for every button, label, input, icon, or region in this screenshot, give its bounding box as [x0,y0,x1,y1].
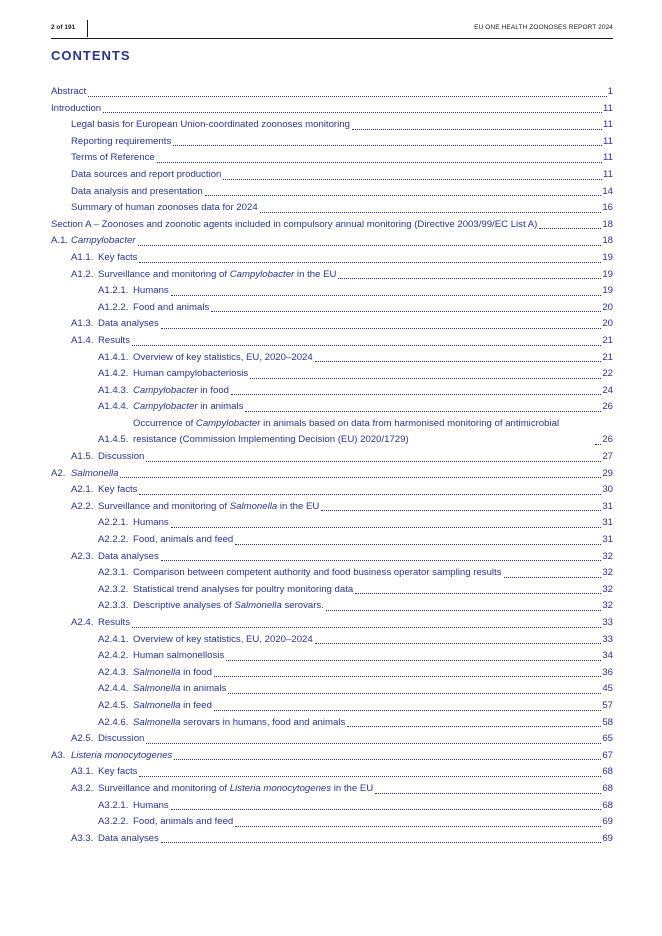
toc-entry-title [133,532,233,549]
dot-leader [132,345,601,346]
toc-page-number: 68 [602,766,613,778]
toc-entry[interactable] [51,466,613,483]
toc-page-number: 27 [602,451,613,463]
dot-leader [321,510,601,511]
toc-entry-title [98,482,137,499]
toc-page-number: 33 [602,633,613,645]
toc-entry-title [98,333,130,350]
toc-entry-number: A.1. [51,235,69,247]
toc-entry[interactable] [51,648,613,665]
toc-page-number: 34 [602,650,613,662]
dot-leader [214,676,601,677]
dot-leader [171,295,602,296]
toc-title-italic: Salmonella [71,467,119,479]
dot-leader [315,643,602,644]
toc-title-italic: Salmonella [234,600,282,612]
toc-entry-title [71,150,155,167]
toc-entry[interactable] [51,399,613,416]
toc-title-text: Overview of key statistics, EU, 2020–2024 [133,351,313,363]
toc-entry[interactable] [51,300,613,317]
toc-title-suffix: in the EU [331,782,374,794]
toc-entry-title [133,350,313,367]
toc-entry-title [98,831,159,848]
toc-entry[interactable] [51,217,613,234]
toc-entry-title [98,615,130,632]
toc-title-text: Occurrence of [133,417,196,429]
page-header [51,20,613,39]
toc-entry-title [71,167,221,184]
toc-title-text: Food and animals [133,301,210,313]
toc-page-number: 32 [602,600,613,612]
toc-entry-title [133,648,224,665]
toc-entry[interactable] [51,582,613,599]
toc-entry[interactable] [51,316,613,333]
toc-entry-title [133,715,345,732]
toc-entry[interactable] [51,283,613,300]
dot-leader [315,361,602,362]
toc-entry-title [133,698,212,715]
toc-entry-title [98,449,144,466]
dot-leader [338,278,601,279]
toc-entry-title [71,134,171,151]
toc-title-suffix: in feed [180,699,212,711]
toc-page-number: 20 [602,301,613,313]
toc-entry-title [71,233,136,250]
dot-leader [235,826,601,827]
toc-page-number: 1 [607,86,613,97]
toc-title-text: Humans [133,799,169,811]
toc-title-text: Results [98,334,130,346]
toc-title-suffix: in the EU [294,268,337,280]
toc-title-italic: Salmonella [133,666,181,678]
toc-title-text: Abstract [51,86,87,97]
toc-entry-number: A1.2. [71,268,94,280]
dot-leader [250,378,601,379]
dot-leader [375,793,601,794]
toc-page-number: 29 [602,467,613,479]
toc-title-text: Key facts [98,251,138,263]
toc-entry-number: A2.2. [71,500,94,512]
toc-entry-number: A2.3.2. [98,583,129,595]
toc-page-number: 65 [602,733,613,745]
toc-entry-title [133,632,313,649]
dot-leader [347,726,601,727]
toc-entry[interactable] [51,84,613,101]
toc-title-italic: Campylobacter [229,268,295,280]
dot-leader [226,660,601,661]
toc-entry[interactable] [51,798,613,815]
toc-page-number: 21 [602,334,613,346]
toc-title-italic: Salmonella [133,699,181,711]
dot-leader [157,162,602,163]
report-title: EU ONE HEALTH ZOONOSES REPORT 2024 [474,24,613,31]
toc-entry[interactable] [51,366,613,383]
toc-entry-title [71,466,118,483]
toc-entry-number: A2.4.2. [98,650,129,662]
toc-title-italic: Listeria monocytogenes [71,749,173,761]
toc-entry[interactable] [51,250,613,267]
toc-entry[interactable] [51,764,613,781]
dot-leader [88,96,606,97]
toc-entry[interactable] [51,565,613,582]
toc-entry-number: A2. [51,467,66,479]
toc-entry-title [133,383,229,400]
toc-entry[interactable] [51,814,613,831]
toc-title-text: Section A – Zoonoses and zoonotic agents included in compulsory annual monitoring (Directive 2003/99/EC List A) [51,218,538,230]
toc-entry[interactable] [51,499,613,516]
toc-title-text: Human salmonellosis [133,650,225,662]
toc-entry-number: A2.4.1. [98,633,129,645]
toc-entry-title [133,565,502,582]
toc-title-text: Summary of human zoonoses data for 2024 [71,202,258,214]
toc-entry[interactable] [51,598,613,615]
toc-title-italic: Salmonella [133,716,181,728]
toc-entry-number: A2.1. [71,484,94,496]
dot-leader [146,743,601,744]
dot-leader [139,262,601,263]
toc-entry-title [133,681,226,698]
toc-entry-title [98,549,159,566]
dot-leader [539,228,601,229]
toc-title-suffix: in the EU [277,500,320,512]
toc-title-text: Data analyses [98,318,159,330]
toc-title-text: Statistical trend analyses for poultry monitoring data [133,583,354,595]
toc-entry-number: A2.5. [71,733,94,745]
toc-entry-title [98,316,159,333]
dot-leader [352,129,602,130]
toc-page-number: 32 [602,583,613,595]
toc-entry-number: A2.2.1. [98,517,129,529]
toc-entry-title [98,499,319,516]
toc-entry-number: A3.2.1. [98,799,129,811]
toc-page-number: 31 [602,534,613,546]
toc-entry[interactable] [51,267,613,284]
dot-leader [214,710,601,711]
toc-page-number: 31 [602,517,613,529]
toc-page-number: 45 [602,683,613,695]
toc-entry-title [133,798,169,815]
toc-entry-title [133,665,212,682]
toc-page-number: 24 [602,384,613,396]
dot-leader [146,461,601,462]
dot-leader [161,328,602,329]
toc-entry-number: A3.1. [71,766,94,778]
toc-title-text: Food, animals and feed [133,534,234,546]
dot-leader [205,195,602,196]
toc-page-number: 18 [602,235,613,247]
toc-page-number: 57 [602,699,613,711]
toc-entry-number: A2.3. [71,550,94,562]
toc-page-number: 30 [602,484,613,496]
dot-leader [139,494,601,495]
toc-entry-number: A3.2. [71,782,94,794]
toc-page-number: 16 [602,202,613,214]
toc-page-number: 11 [603,102,613,114]
toc-title-suffix: serovars. [281,600,324,612]
toc-entry-title [133,283,169,300]
dot-leader [173,145,602,146]
toc-entry-title [133,515,169,532]
toc-title-text: Discussion [98,451,145,463]
toc-entry-number: A2.2.2. [98,534,129,546]
toc-title-suffix: in animals [180,683,227,695]
toc-entry[interactable] [51,615,613,632]
toc-entry-number: A2.4.6. [98,716,129,728]
toc-title-text: Introduction [51,102,102,114]
toc-entry[interactable] [51,549,613,566]
toc-title-text: Descriptive analyses of [133,600,235,612]
toc-entry-number: A1.2.1. [98,285,129,297]
toc-title-text: Comparison between competent authority and food business operator sampling results [133,567,502,579]
toc-title-text: Overview of key statistics, EU, 2020–2024 [133,633,313,645]
toc-entry[interactable] [51,383,613,400]
toc-entry[interactable] [51,482,613,499]
toc-title-text: Key facts [98,766,138,778]
toc-entry-number: A2.4.3. [98,666,129,678]
dot-leader [504,577,602,578]
toc-title-text: Surveillance and monitoring of [98,782,230,794]
dot-leader [171,527,602,528]
header-divider [87,20,88,37]
dot-leader [228,693,601,694]
toc-entry-title [98,250,137,267]
toc-entry-title [98,781,373,798]
toc-title-italic: Salmonella [133,683,181,695]
toc-entry-number: A3.3. [71,832,94,844]
toc-page-number: 21 [602,351,613,363]
toc-page-number: 22 [602,368,613,380]
dot-leader [171,809,602,810]
dot-leader [235,544,601,545]
toc-title-text: Data sources and report production [71,168,222,180]
toc-page-number: 26 [602,434,613,446]
toc-entry[interactable] [51,781,613,798]
dot-leader [103,112,602,113]
toc-entry[interactable] [51,134,613,151]
toc-title-text: Surveillance and monitoring of [98,268,230,280]
toc-entry-title [71,200,258,217]
toc-page-number: 67 [602,749,613,761]
toc-entry-number: A3. [51,749,66,761]
dot-leader [120,477,601,478]
toc-title-text: Data analyses [98,550,159,562]
toc-page-number: 69 [602,832,613,844]
toc-entry-title [133,814,233,831]
toc-entry-title [133,582,353,599]
dot-leader [595,444,601,445]
toc-page-number: 33 [602,617,613,628]
toc-entry-number: A1.4.3. [98,384,129,396]
toc-title-suffix: in animals [197,401,244,413]
toc-entry-number: A1.4.2. [98,368,129,380]
toc-page-number: 11 [603,119,613,131]
contents-heading: CONTENTS [51,48,131,63]
toc-entry-number: A1.5. [71,451,94,463]
dot-leader [139,776,601,777]
toc-page-number: 26 [602,401,613,413]
toc-title-italic: Campylobacter [133,384,198,396]
toc-entry[interactable] [51,698,613,715]
toc-entry[interactable] [51,532,613,549]
toc-entry-title [133,598,324,615]
dot-leader [355,593,601,594]
toc-page-number: 19 [602,251,613,263]
toc-entry[interactable] [51,101,613,118]
toc-entry-number: A2.3.3. [98,600,129,612]
toc-title-text: Data analyses [98,832,159,844]
toc-title-text: Terms of Reference [71,152,155,164]
toc-entry-title [98,764,137,781]
toc-page-number: 11 [603,152,613,164]
dot-leader [161,842,602,843]
toc-title-italic: Campylobacter [71,235,136,247]
toc-entry[interactable] [51,715,613,732]
toc-entry[interactable] [51,350,613,367]
toc-entry[interactable] [51,416,613,449]
toc-entry[interactable] [51,333,613,350]
toc-title-suffix: serovars in humans, food and animals [180,716,346,728]
toc-page-number: 68 [602,782,613,794]
toc-title-text: Legal basis for European Union-coordinated zoonoses monitoring [71,119,350,131]
toc-entry[interactable] [51,748,613,765]
toc-entry-title [71,748,172,765]
toc-title-text: Data analysis and presentation [71,185,203,197]
toc-entry-title [133,399,243,416]
toc-entry[interactable] [51,681,613,698]
toc-entry-title [51,217,537,234]
dot-leader [326,610,601,611]
toc-page-number: 32 [602,567,613,579]
toc-title-suffix: in food [180,666,212,678]
toc-page-number: 20 [602,318,613,330]
toc-entry-title [133,300,209,317]
toc-entry-number: A1.2.2. [98,301,129,313]
toc-title-text: Reporting requirements [71,135,172,147]
toc-page-number: 18 [602,218,613,230]
toc-entry-title [71,184,203,201]
toc-page-number: 11 [603,168,613,180]
toc-title-text: Results [98,617,130,628]
dot-leader [245,411,601,412]
toc-entry-number: A2.4.4. [98,683,129,695]
toc-entry[interactable] [51,117,613,134]
toc-entry[interactable] [51,731,613,748]
toc-entry[interactable] [51,150,613,167]
toc-page-number: 11 [603,135,613,147]
toc-entry-number: A1.4. [71,334,94,346]
toc-entry-number: A2.4. [71,617,94,628]
toc-title-italic: Salmonella [229,500,278,512]
toc-entry-title [133,416,593,449]
toc-page-number: 19 [602,285,613,297]
toc-entry[interactable] [51,449,613,466]
toc-title-text: Human campylobacteriosis [133,368,249,380]
toc-page-number: 69 [602,816,613,828]
toc-title-text: Humans [133,285,169,297]
toc-page-number: 58 [602,716,613,728]
dot-leader [138,245,602,246]
toc-entry-title [133,366,248,383]
toc-title-text: Discussion [98,733,145,745]
toc-entry-title [98,267,336,284]
toc-page-number: 32 [602,550,613,562]
toc-entry[interactable] [51,515,613,532]
toc-title-text: Key facts [98,484,138,496]
toc-entry-title [71,117,350,134]
toc-entry-number: A1.3. [71,318,94,330]
toc-page-number: 68 [602,799,613,811]
dot-leader [231,394,601,395]
toc-title-suffix: in animals based on data from harmonised monitoring of antimicrobial resistance (Commission Implementing Decision (EU) 2020/1729) [133,417,560,446]
dot-leader [161,560,602,561]
toc-entry-title [51,84,86,101]
toc-entry[interactable] [51,665,613,682]
toc-entry-number: A1.4.1. [98,351,129,363]
toc-title-text: Surveillance and monitoring of [98,500,230,512]
dot-leader [211,311,601,312]
dot-leader [174,759,601,760]
toc-entry-number: A2.3.1. [98,567,129,579]
toc-entry[interactable] [51,167,613,184]
toc-title-suffix: in food [197,384,230,396]
toc-entry[interactable] [51,831,613,848]
toc-entry-number: A1.4.4. [98,401,129,413]
toc-entry[interactable] [51,632,613,649]
toc-page-number: 14 [602,185,613,197]
toc-title-italic: Listeria monocytogenes [229,782,332,794]
toc-page-number: 31 [602,500,613,512]
toc-entry-title [51,101,101,118]
toc-entry-number: A3.2.2. [98,816,129,828]
toc-entry-number: A1.1. [71,251,94,263]
toc-entry[interactable] [51,200,613,217]
dot-leader [132,627,601,628]
toc-entry[interactable] [51,233,613,250]
toc-entry-title [98,731,144,748]
toc-entry-number: A1.4.5. [98,434,129,446]
toc-page-number: 36 [602,666,613,678]
toc-title-text: Humans [133,517,169,529]
dot-leader [223,179,602,180]
toc-page-number: 19 [602,268,613,280]
page-number: 2 of 191 [51,24,76,31]
toc-entry[interactable] [51,184,613,201]
toc-entry-number: A2.4.5. [98,699,129,711]
table-of-contents [51,84,613,847]
toc-title-text: Food, animals and feed [133,816,234,828]
toc-title-italic: Campylobacter [133,401,198,413]
dot-leader [260,212,602,213]
toc-title-italic: Campylobacter [195,417,261,429]
